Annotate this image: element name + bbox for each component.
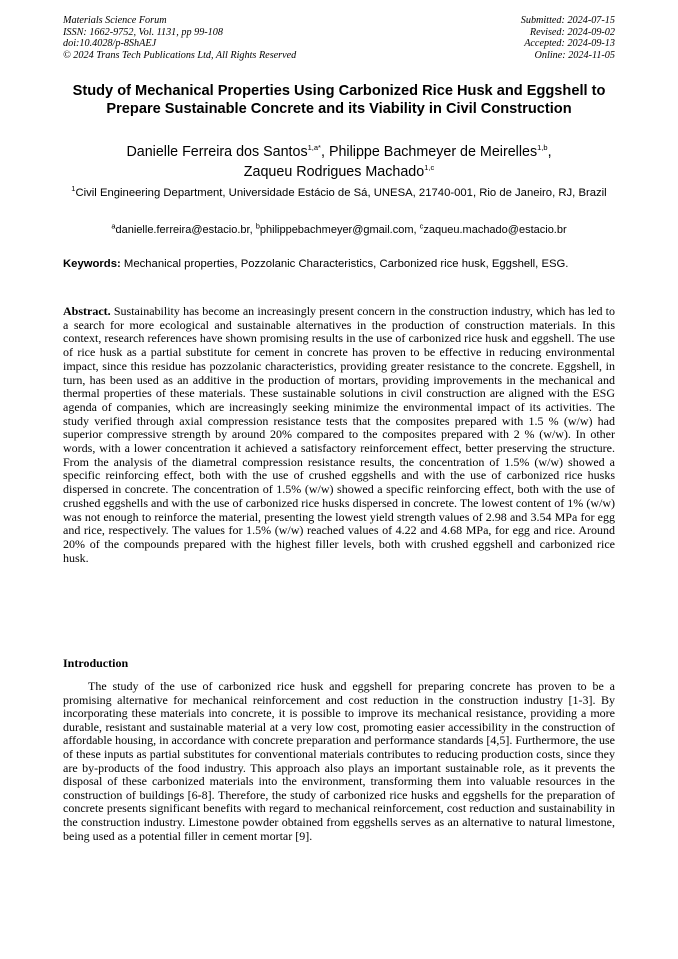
author-emails (63, 223, 615, 237)
abstract-text: Sustainability has become an increasingly present concern in the construction industry, which has led to a search for more ecological and sustainable alternatives in the production of construction materials. In this context, research references have shown promising results in the use of carbonized rice husk and eggshell. The use of rice husk as a partial substitute for cement in concrete has proven to be effective in reducing environmental impact, since this residue has pozzolanic characteristics, providing greater resistance to the concrete. Eggshell, in turn, has been used as an additive in the production of mortars, providing improvements in the mechanical and thermal properties of these materials. These sustainable solutions in civil construction are aligned with the ESG agenda of companies, which are increasingly seeking minimize the environmental impact of its activities. The study verified through axial compression resistance tests that the composites prepared with 1.5 % (w/w) had superior compressive strength by around 20% compared to the composites prepared with 2 % (w/w). In other words, with a lower concentration it achieved a satisfactory reinforcement effect, better preserving the structure. From the analysis of the diametral compression resistance results, the concentration of 1.5% (w/w) showed a specific reinforcing effect, both with the use of crushed eggshells and with the use of carbonized rice husks dispersed in concrete. The concentration of 1.5% (w/w) showed a specific reinforcing effect, both with the use of crushed eggshells and with the use of carbonized rice husks dispersed in concrete. The lowest content of 1% (w/w) was not enough to reinforce the material, presenting the lowest yield strength values of 2.98 and 3.54 MPa for egg and rice, respectively. The values for 1.5% (w/w) reached values of 4.22 and 4.68 MPa, for egg and rice. Around 20% of the compounds prepared with the highest filler levels, both with crushed eggshell and carbonized rice husk. (63, 304, 616, 565)
affiliation-mark: 1 (71, 184, 76, 194)
abstract (63, 305, 615, 565)
email-address[interactable]: danielle.ferreira@estacio.br (115, 224, 250, 236)
date-online: Online: 2024-11-05 (534, 49, 615, 61)
journal-name: Materials Science Forum (63, 15, 167, 26)
author-name: Danielle Ferreira dos Santos (126, 144, 308, 160)
author-name: Zaqueu Rodrigues Machado (243, 163, 425, 180)
keywords (63, 257, 615, 272)
journal-issn: ISSN: 1662-9752, Vol. 1131, pp 99-108 (63, 26, 223, 38)
paper-title: Study of Mechanical Properties Using Carbonized Rice Husk and Eggshell to Prepare Sustainable Concrete and its Viability in Civil Construction (72, 83, 606, 118)
author-list (63, 143, 615, 182)
email-mark: b (255, 221, 260, 231)
keywords-text: Mechanical properties, Pozzolanic Characteristics, Carbonized rice husk, Eggshell, ESG. (123, 258, 569, 270)
journal-doi[interactable]: doi:10.4028/p-8ShAEJ (63, 38, 157, 50)
email-mark: c (419, 221, 424, 231)
section-heading-introduction: Introduction (63, 656, 129, 670)
email-separator: , (413, 224, 420, 236)
email-address[interactable]: philippebachmeyer@gmail.com (259, 224, 414, 236)
author-separator: , (547, 144, 552, 160)
introduction-paragraph: The study of the use of carbonized rice husk and eggshell for preparing concrete has proven to be a promising alternative for mechanical reinforcement and cost reduction in the construction industry [1-3]. By incorporating these materials into concrete, it is possible to improve its mechanical resistance, providing a more durable, resistant and sustainable material at a very low cost, promoting easier accessibility in the construction of affordable housing, in accordance with concrete preparation and performance standards [4,5]. Furthermore, the use of these inputs as partial substitutes for conventional materials contributes to reducing production costs, since they are by-products of the food industry. This approach also plays an important sustainable role, as it prevents the disposal of these carbonized materials into the environment, transforming them into valuable resources in the construction of buildings [6-8]. Therefore, the study of carbonized rice husks and eggshells for the preparation of concrete presents significant benefits with regard to mechanical reinforcement, cost reduction and sustainability in the construction industry. Limestone powder obtained from eggshells serves as an alternative to natural limestone, being used as a potential filler in cement mortar [9]. (63, 679, 615, 843)
date-accepted: Accepted: 2024-09-13 (524, 38, 615, 50)
author-affiliation-mark: 1,c (424, 162, 435, 172)
copyright: © 2024 Trans Tech Publications Ltd, All Rights Reserved (63, 49, 297, 61)
journal-info (63, 15, 296, 61)
email-separator: , (249, 224, 256, 236)
author-name: Philippe Bachmeyer de Meirelles (328, 144, 538, 160)
affiliation (63, 186, 615, 202)
author-separator: , (320, 144, 329, 160)
affiliation-text: Civil Engineering Department, Universidade Estácio de Sá, UNESA, 21740-001, Rio de Janeiro, RJ, Brazil (75, 187, 607, 199)
email-mark: a (111, 221, 116, 231)
publication-dates (521, 15, 615, 61)
keywords-label: Keywords: (63, 258, 121, 270)
date-revised: Revised: 2024-09-02 (529, 26, 615, 38)
email-address[interactable]: zaqueu.machado@estacio.br (423, 224, 567, 236)
date-submitted: Submitted: 2024-07-15 (520, 15, 615, 26)
author-affiliation-mark: 1,b (537, 143, 548, 153)
author-affiliation-mark: 1,a* (307, 143, 321, 153)
abstract-label: Abstract. (63, 304, 111, 318)
